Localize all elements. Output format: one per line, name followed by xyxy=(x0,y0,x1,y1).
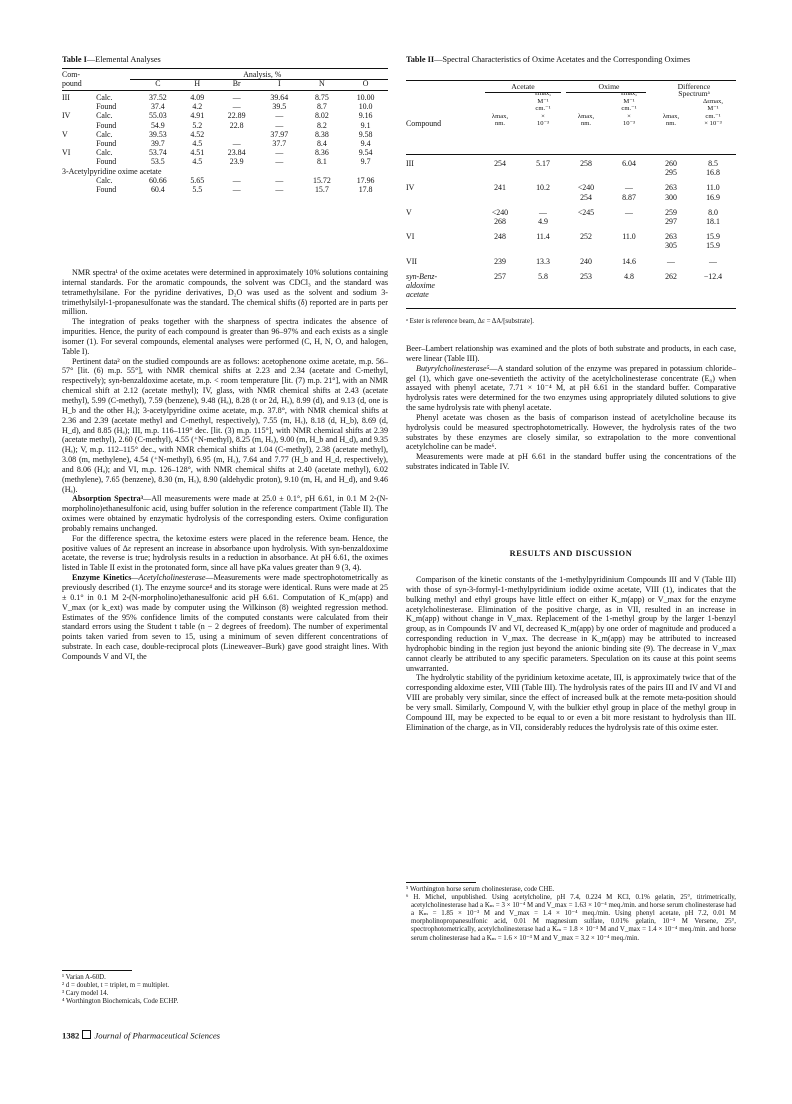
table-cell: 8.1 xyxy=(316,157,327,167)
table-cell: 4.5 xyxy=(192,157,203,167)
table1-top-rule xyxy=(62,68,388,69)
table1-col-br: Br xyxy=(232,79,241,89)
table-cell: — xyxy=(709,256,717,266)
table-cell: — xyxy=(232,93,241,102)
table-cell xyxy=(520,290,566,299)
table-cell xyxy=(690,281,736,290)
head-emax-x: × xyxy=(627,112,631,120)
paragraph: Pertinent data² on the studied compounds are as follows: acetophenone oxime acetate, m.p. 56–57° [lit. (6) m.p. 55°], with NMR chemical shifts at 2.23 and 2.34 (acetate and C-methyl, respectively); syn-benzaldoxime acetate, m.p. < room temperature [lit. (7) m.p. 21°], with an NMR chemical shift at 2.12 (acetate methyl); IV, glass, with NMR chemical shifts at 2.43 (acetate methyl), 5.99 (C-methyl), 7.59 (benzene), 9.48 (Hₐ), 8.28 (t or 2d, Hₓ), 8.99 (d), and 9.13 (d, one is H_b and the other Hₓ); 3-acetylpyridine oxime acetate, m.p. 37.8°, with NMR chemical shifts at 2.36 and 2.39 (acetate methyl and C-methyl, respectively), 7.55 (m, Hₓ), 8.18 (d, H_b), 8.69 (d, H_d), and 8.85 (Hₐ); III, m.p. 116–119° dec. [lit. (3) m.p. 115°], with NMR chemical shifts at 2.39 (acetate methyl), 2.60 (C-methyl), 4.55 (⁺N-methyl), 8.25 (m, Hₓ), 9.00 (m, H_b and H_d), and 9.35 (Hₐ); V, m.p. 112–115° dec., with NMR chemical shifts at 1.04 (C-methyl), 2.38 (acetate methyl), 3.08 (m, methylene), 4.54 (⁺N-methyl), 6.95 (m, Hₓ), 7.64 and 7.77 (H_b and H_d, respectively), and 8.06 (Hₐ); and VI, m.p. 126–128°, with NMR chemical shifts at 2.40 (acetate methyl), 6.02 (methylene), 7.65 (benzene), 8.30 (m, Hₓ), 8.90 (aldehydic proton), 9.10 (m, Hₐ and H_d), and 9.46 (Hₐ). xyxy=(62,356,388,494)
paragraph: For the difference spectra, the ketoxime esters were placed in the reference beam. Hence, the positive values of Δε represent an increase in absorbance upon hydrolysis. With syn-benzaldoxime acetate, the reverse is true; hydrolysis results in a reduction in absorbance. At pH 6.61, the oximes listed in Table II exist in the protonated form, since all have pKa values greater than 9 (3, 4). xyxy=(62,533,388,573)
footnote: ¹ Varian A-60D. xyxy=(62,974,106,981)
table-cell: 263 xyxy=(665,232,677,242)
table-cell: 15.9 xyxy=(706,241,720,251)
left-footnote-rule xyxy=(62,970,132,971)
table-row xyxy=(406,272,736,281)
right-footnote-rule xyxy=(406,882,476,883)
paragraph: Enzyme Kinetics—Acetylcholinesterase—Measurements were made spectrophotometrically as previously described (1). The enzyme source⁴ and its storage were identical. Runs were made at 25 ± 0.1° in 0.1 M 2-(N-morpholino)ethanesulfonic acid pH 6.61. Computation of K_m(app) and V_max (or k_ext) was made by computer using the Wilkinson (8) weighted regression method. Estimates of the 95% confidence limits of the computed constants were calculated from their standard errors using the Student t table (n − 2 degrees of freedom). The number of experimental points taken varied from seven to 15, using a minimum of seven different concentrations of substrate. In each case, double-reciprocal plots (Lineweaver–Burk) gave good straight lines. With Compounds V and VI, the xyxy=(62,573,388,661)
table1-head-rule xyxy=(62,90,388,91)
results-text xyxy=(406,575,736,733)
table-cell xyxy=(566,241,606,250)
compound-cell: syn-Benz- xyxy=(406,271,438,281)
table2-title: Table II—Spectral Characteristics of Oxime Acetates and the Corresponding Oximes xyxy=(406,55,691,64)
table-cell: 8.38 xyxy=(314,129,329,139)
table-row xyxy=(62,185,388,194)
table-cell: 23.84 xyxy=(227,148,246,158)
table-row xyxy=(62,130,388,139)
table-cell: — xyxy=(275,120,284,130)
table-cell: Found xyxy=(96,120,117,130)
table-cell xyxy=(480,168,520,177)
table-cell: 10.2 xyxy=(536,183,550,193)
table-cell: 10.00 xyxy=(356,93,375,102)
table-cell: 9.58 xyxy=(358,129,373,139)
table-cell xyxy=(62,157,96,166)
table-cell: 295 xyxy=(665,168,677,178)
footnote: ² d = doublet, t = triplet, m = multiplet. xyxy=(62,982,170,990)
table-cell: — xyxy=(275,185,284,195)
table-row xyxy=(406,217,736,226)
table-cell: Found xyxy=(96,102,117,112)
table-cell xyxy=(520,241,566,250)
table2-group-acetate: Acetate xyxy=(511,82,535,91)
table-cell: Found xyxy=(96,185,117,195)
table-cell: Calc. xyxy=(96,129,113,139)
acetyl-label: 3-Acetylpyridine oxime acetate xyxy=(62,166,162,176)
table-cell: 9.1 xyxy=(360,120,371,130)
table-cell: 300 xyxy=(665,192,677,202)
table-cell: 4.51 xyxy=(190,148,205,158)
table2-bottom-rule xyxy=(406,308,736,309)
table-cell: 17.96 xyxy=(356,175,375,185)
table-cell: 4.5 xyxy=(192,139,203,149)
head-emax-scale: 10⁻³ xyxy=(622,120,636,128)
table-cell xyxy=(606,241,652,250)
table-cell: — xyxy=(275,148,284,158)
table-cell: 8.0 xyxy=(708,207,718,217)
table-cell: 11.0 xyxy=(622,232,636,242)
table1-head-compound-2: pound xyxy=(62,79,82,89)
table-row xyxy=(406,159,736,168)
table-cell: 9.7 xyxy=(360,157,371,167)
table-row xyxy=(406,232,736,241)
right-footnotes xyxy=(406,886,736,943)
table-cell: 258 xyxy=(580,159,592,168)
head-demax-scale: × 10⁻³ xyxy=(704,120,722,128)
table-row xyxy=(406,281,736,290)
compound-cell xyxy=(406,193,480,202)
table-cell: 4.52 xyxy=(190,129,205,139)
table-cell: 53.5 xyxy=(150,157,165,167)
table-cell: 248 xyxy=(494,232,506,242)
table-cell: 5.17 xyxy=(536,159,550,168)
table-cell: 268 xyxy=(494,217,506,227)
table-cell: 17.8 xyxy=(358,185,373,195)
table-cell: IV xyxy=(62,111,71,121)
table1-col-i: I xyxy=(277,79,281,89)
table-cell: 8.75 xyxy=(314,93,329,102)
table-cell: 240 xyxy=(580,256,592,266)
table-cell: 263 xyxy=(665,183,677,193)
table1-title: Table I—Elemental Analyses xyxy=(62,55,161,64)
footnote: ⁶ H. Michel, unpublished. Using acetylcholine, pH 7.4, 0.224 M KCl, 0.1% gelatin, 25°, titrimetrically, acetylcholinesterase had a Kₘ = 3 × 10⁻⁴ M and V_max = 1.63 × 10⁻⁴ meq./min. and horse serum cholinesterase had a Kₘ = 1.85 × 10⁻³ M and V_max = 1.4 × 10⁻⁴ meq./min. Using phenyl acetate, pH 7.2, 0.01 M morpholinopropanesulfonic acid, 0.01 M magnesium sulfate, 0.01% gelatin, 10⁻³ M Versene, 25°, spectrophotometrically, acetylcholinesterase had a Kₘ = 1.8 × 10⁻³ M and V_max = 1.4 × 10⁻⁴ meq./min. and horse serum cholinesterase had a Kₘ = 1.6 × 10⁻³ M and V_max = 3.2 × 10⁻⁴ meq./min. xyxy=(406,894,736,942)
table-cell: 22.8 xyxy=(229,120,244,130)
head-emax: εmax, xyxy=(621,90,637,98)
table-cell xyxy=(606,168,652,177)
footnote: ⁴ Worthington Biochemicals, Code ECHP. xyxy=(62,998,179,1006)
table1-analysis-rule xyxy=(130,79,388,80)
head-lmax: λmax, xyxy=(491,112,509,120)
footnote: ³ Cary model 14. xyxy=(62,990,109,998)
table-row xyxy=(62,157,388,166)
table2-top-rule xyxy=(406,80,736,81)
table-cell: 8.02 xyxy=(314,111,329,121)
table-cell xyxy=(606,217,652,226)
head-emax-unit: cm.⁻¹ xyxy=(621,105,637,113)
table-cell xyxy=(606,281,652,290)
table-cell xyxy=(520,193,566,202)
table-cell: 8.2 xyxy=(316,120,327,130)
table-row xyxy=(62,93,388,102)
table-cell xyxy=(652,281,690,290)
table-row xyxy=(406,241,736,250)
table-cell: — xyxy=(232,185,241,195)
table-cell: 5.8 xyxy=(538,271,548,281)
table-cell xyxy=(480,281,520,290)
table-cell: 5.2 xyxy=(192,120,203,130)
table-cell: 9.54 xyxy=(358,148,373,158)
butyryl-lead: Butyrylcholinesterase⁵ xyxy=(416,363,490,373)
table-cell xyxy=(652,290,690,299)
table-cell xyxy=(566,290,606,299)
table-cell: 55.03 xyxy=(148,111,167,121)
table-cell: 253 xyxy=(580,271,592,281)
paragraph: Butyrylcholinesterase⁵—A standard solution of the enzyme was prepared in potassium chloride–gel (1), which gave one-seventieth the activity of the acetylcholinesterase concentrate (E₀) when assayed with phenyl acetate, 7.71 × 10⁻⁴ M, at pH 6.61 in the standard buffer. Comparative hydrolysis rates were determined for the two enzymes using appropriately diluted solutions to give the same hydrolysis rate with phenyl acetate. xyxy=(406,363,736,413)
compound-cell: aldoxime xyxy=(406,281,435,291)
paragraph: The integration of peaks together with the sharpness of spectra indicates the absence of impurities. Hence, the purity of each compound is greater than 96–97% and each exists as a single isomer (1). For several compounds, elemental analyses were performed (C, H, N, O, and halogen, Table I). xyxy=(62,317,388,356)
table-cell: Calc. xyxy=(96,111,113,121)
table-cell: Found xyxy=(96,157,117,167)
table-cell: <240 xyxy=(491,207,509,217)
table-cell xyxy=(215,130,258,139)
table-row xyxy=(406,257,736,266)
table-cell: 10.0 xyxy=(358,102,373,112)
table-cell: 37.7 xyxy=(272,139,287,149)
table-cell: 11.4 xyxy=(536,232,550,242)
compound-cell xyxy=(406,168,480,177)
table-cell: — xyxy=(232,102,241,112)
table-cell xyxy=(62,121,96,130)
table-row xyxy=(406,183,736,192)
head-emax-unit: M⁻¹ xyxy=(537,97,549,105)
table-cell: 39.64 xyxy=(270,93,289,102)
table-cell: — xyxy=(275,111,284,121)
table-cell: 8.36 xyxy=(314,148,329,158)
table-cell: 60.66 xyxy=(148,175,167,185)
table-cell: 8.7 xyxy=(316,102,327,112)
table-cell: <245 xyxy=(577,207,595,217)
table-cell: Calc. xyxy=(96,93,113,102)
right-body-text xyxy=(406,344,736,472)
table-row xyxy=(62,148,388,157)
table-cell: Calc. xyxy=(96,175,113,185)
table-cell: 4.91 xyxy=(190,111,205,121)
acetate-group-rule xyxy=(485,92,561,93)
footnote: ⁵ Worthington horse serum cholinesterase, code CHE. xyxy=(406,886,555,893)
table-cell xyxy=(480,193,520,202)
table-cell: 257 xyxy=(494,271,506,281)
table-cell: 11.0 xyxy=(706,183,720,193)
table-cell: 252 xyxy=(580,232,592,242)
table1-col-n: N xyxy=(319,79,325,89)
table-cell: III xyxy=(62,93,70,102)
table-cell: 18.1 xyxy=(706,217,720,227)
compound-cell: VII xyxy=(406,256,417,266)
table-cell: 254 xyxy=(494,159,506,168)
oxime-group-rule xyxy=(566,92,646,93)
head-emax-scale: 10⁻³ xyxy=(536,120,550,128)
paragraph: The hydrolytic stability of the pyridinium ketoxime acetate, III, is approximately twice that of the corresponding aldoxime ester, VIII (Table III). The hydrolysis rates of the pairs III and IV and VI and VIII are probably very similar, since the effect of increased bulk at the remote meta-position should be very small. Similarly, Compound V, with the bulkier ethyl group in place of the methyl group in Compound III, may be expected to be equal to or even a bit more resistant to hydrolysis than III. Elimination of the charge, as in VII, considerably reduces the hydrolysis rate of this oxime ester. xyxy=(406,673,736,732)
table-cell: 297 xyxy=(665,217,677,227)
table-cell xyxy=(566,217,606,226)
table-cell: 37.97 xyxy=(270,129,289,139)
table-cell xyxy=(606,290,652,299)
table-cell: — xyxy=(232,139,241,149)
head-emax-unit: cm.⁻¹ xyxy=(535,105,551,113)
table2-head-compound: Compound xyxy=(406,119,442,129)
table-cell: 15.7 xyxy=(314,185,329,195)
head-demax-unit: M⁻¹ xyxy=(707,105,719,113)
page-footer xyxy=(62,1030,220,1041)
head-lmax-unit: nm. xyxy=(665,120,677,128)
table-cell: 5.5 xyxy=(192,185,203,195)
table-cell xyxy=(520,168,566,177)
table2-header xyxy=(406,83,736,127)
table-cell: 8.87 xyxy=(622,192,636,202)
table-cell: 14.6 xyxy=(622,256,636,266)
table-cell: 15.72 xyxy=(313,175,331,185)
head-lmax: λmax, xyxy=(662,112,680,120)
table-cell: — xyxy=(667,256,675,266)
table-cell: 54.9 xyxy=(150,120,165,130)
table2-group-oxime: Oxime xyxy=(598,82,620,91)
table-cell: 4.09 xyxy=(190,93,205,102)
left-footnotes xyxy=(62,974,388,1006)
table-row xyxy=(62,121,388,130)
table-cell: 9.16 xyxy=(358,111,373,121)
table-cell: 53.74 xyxy=(148,148,167,158)
table2-group-diff-2: Spectrumᵃ xyxy=(678,89,710,99)
head-lmax-unit: nm. xyxy=(580,120,592,128)
table-cell: 39.7 xyxy=(150,139,165,149)
paragraph: Measurements were made at pH 6.61 in the standard buffer using the concentrations of the substrates indicated in Table IV. xyxy=(406,452,736,472)
table-cell: 239 xyxy=(494,256,506,266)
table-cell: 262 xyxy=(665,271,677,281)
table-cell: 22.89 xyxy=(227,111,246,121)
compound-cell: IV xyxy=(406,183,415,193)
table-cell: 13.3 xyxy=(536,256,550,266)
paragraph: NMR spectra¹ of the oxime acetates were determined in approximately 10% solutions containing internal standards. For the aromatic compounds, the solvent was CDCl₃ and the standard was tetramethylsilane. For the pyridine derivatives, D₂O was used as the solvent and sodium 3-trimethylsilyl-1-propanesulfonate was the standard. The chemical shifts (δ) reported are in parts per million. xyxy=(62,268,388,317)
table-row xyxy=(406,168,736,177)
table-cell: −12.4 xyxy=(703,271,723,281)
table2-group-diff-1: Difference xyxy=(677,82,711,91)
table-cell: 5.65 xyxy=(190,175,205,185)
table-cell: 15.9 xyxy=(706,232,720,242)
table-cell: 8.5 xyxy=(708,159,718,168)
table-cell: 259 xyxy=(665,207,677,217)
table-cell: 37.52 xyxy=(148,93,167,102)
table-row xyxy=(406,290,736,299)
table-cell: 39.5 xyxy=(272,102,287,112)
table-cell: — xyxy=(275,157,284,167)
table-cell: — xyxy=(232,175,241,185)
paragraph: Beer–Lambert relationship was examined and the plots of both substrate and products, in each case, were linear (Table III). xyxy=(406,344,736,363)
table-cell xyxy=(480,290,520,299)
table-cell: 260 xyxy=(665,159,677,168)
table-cell xyxy=(520,281,566,290)
table-cell xyxy=(480,241,520,250)
table2-footnote: ᵃ Ester is reference beam, Δε = ΔA/[substrate]. xyxy=(406,318,534,325)
box-glyph xyxy=(82,1030,91,1039)
table-cell xyxy=(566,281,606,290)
page-number: 1382 xyxy=(62,1030,80,1041)
table-cell: 16.8 xyxy=(706,168,720,178)
table-cell: <240 xyxy=(577,183,595,193)
compound-cell xyxy=(406,241,480,250)
table-cell: — xyxy=(625,207,633,217)
table-cell: 23.9 xyxy=(229,157,244,167)
compound-cell: V xyxy=(406,207,412,217)
table-cell: 241 xyxy=(494,183,506,193)
table-cell: 305 xyxy=(665,241,677,251)
table2-body xyxy=(406,159,736,305)
table-cell: — xyxy=(625,183,633,193)
table-cell: 39.53 xyxy=(148,129,167,139)
table-cell: 9.4 xyxy=(360,139,371,149)
table-cell: VI xyxy=(62,148,71,158)
table1-col-c: C xyxy=(155,79,161,89)
paragraph: Absorption Spectra³—All measurements were made at 25.0 ± 0.1°, pH 6.61, in 0.1 M 2-(N-morpholino)ethanesulfonic acid, using buffer solution in the reference compartment (Table II). The oximes were obtained by enzymatic hydrolysis of the corresponding esters. Oxime configuration probably remains unchanged. xyxy=(62,494,388,533)
table-cell: 254 xyxy=(580,192,592,202)
table-row xyxy=(62,102,388,111)
table2-head-rule xyxy=(406,154,736,155)
table-row xyxy=(406,208,736,217)
head-emax-x: × xyxy=(541,112,545,120)
table-row xyxy=(406,193,736,202)
table-cell: Found xyxy=(96,139,117,149)
table1-head-analysis: Analysis, % xyxy=(243,70,282,79)
absorption-lead: Absorption Spectra³ xyxy=(72,494,144,504)
head-emax-unit: M⁻¹ xyxy=(623,97,635,105)
table-cell: 8.4 xyxy=(316,139,327,149)
table-cell xyxy=(566,168,606,177)
table-row xyxy=(62,111,388,120)
left-body-text xyxy=(62,268,388,662)
table-cell: 4.9 xyxy=(538,217,548,227)
table1-col-h: H xyxy=(194,79,201,89)
table1-col-o: O xyxy=(362,79,369,89)
table-cell xyxy=(62,139,96,148)
table-cell xyxy=(690,290,736,299)
table-cell: 6.04 xyxy=(622,159,636,168)
journal-name: Journal of Pharmaceutical Sciences xyxy=(94,1030,221,1041)
compound-cell: VI xyxy=(406,232,415,242)
table-cell: — xyxy=(539,207,547,217)
table-row xyxy=(62,139,388,148)
compound-cell xyxy=(406,217,480,226)
head-demax-unit: cm.⁻¹ xyxy=(705,112,721,120)
table-cell: 37.4 xyxy=(150,102,165,112)
table1-head-compound-1: Com- xyxy=(62,70,80,79)
enzyme-lead: Enzyme Kinetics xyxy=(72,573,132,583)
table-cell: — xyxy=(275,175,284,185)
table-cell: V xyxy=(62,129,68,139)
table-cell: 16.9 xyxy=(706,192,720,202)
table-cell: 60.4 xyxy=(150,185,165,195)
head-emax: εmax, xyxy=(535,90,551,98)
table-cell: Calc. xyxy=(96,148,113,158)
table-cell: 4.8 xyxy=(624,271,634,281)
table-cell xyxy=(62,102,96,111)
paragraph: Comparison of the kinetic constants of the 1-methylpyridinium Compounds III and V (Table III) with those of syn-3-formyl-1-methylpyridinium iodide oxime acetate, VIII (1), indicates that the bulking methyl and ethyl groups have little effect on either K_m(app) or V_max for the enzyme acetylcholinesterase. Elimination of the positive charge, as in VII, resulted in an increase in K_m(app) without change in V_max. Replacement of the 1-methyl group by the larger 1-benzyl group, as in Compounds IV and VI, decreased K_m(app) by one order of magnitude and produced a corresponding reduction in V_max. The decrease in K_m(app) may be attributed to increased hydrophobic binding in the region just beyond the anionic binding site (9). The decrease in V_max cannot clearly be attributed to any specific parameters. Speculation on its cause at this point seems unwarranted. xyxy=(406,575,736,673)
compound-cell: III xyxy=(406,159,414,168)
head-lmax: λmax, xyxy=(577,112,595,120)
head-demax: Δεmax, xyxy=(702,97,723,105)
results-heading: RESULTS AND DISCUSSION xyxy=(509,549,633,558)
head-lmax-unit: nm. xyxy=(494,120,506,128)
compound-cell: acetate xyxy=(406,290,429,300)
table-row xyxy=(62,176,388,185)
table1-body xyxy=(62,93,388,194)
table-cell: 4.2 xyxy=(192,102,203,112)
paragraph: Phenyl acetate was chosen as the basis of comparison instead of acetylcholine because its hydrolysis could be measured spectrophotometrically. However, the hydrolysis rates of the two substrates by these enzymes are closely similar, so extrapolation to the more conventional acetylcholine can be made⁶. xyxy=(406,412,736,452)
